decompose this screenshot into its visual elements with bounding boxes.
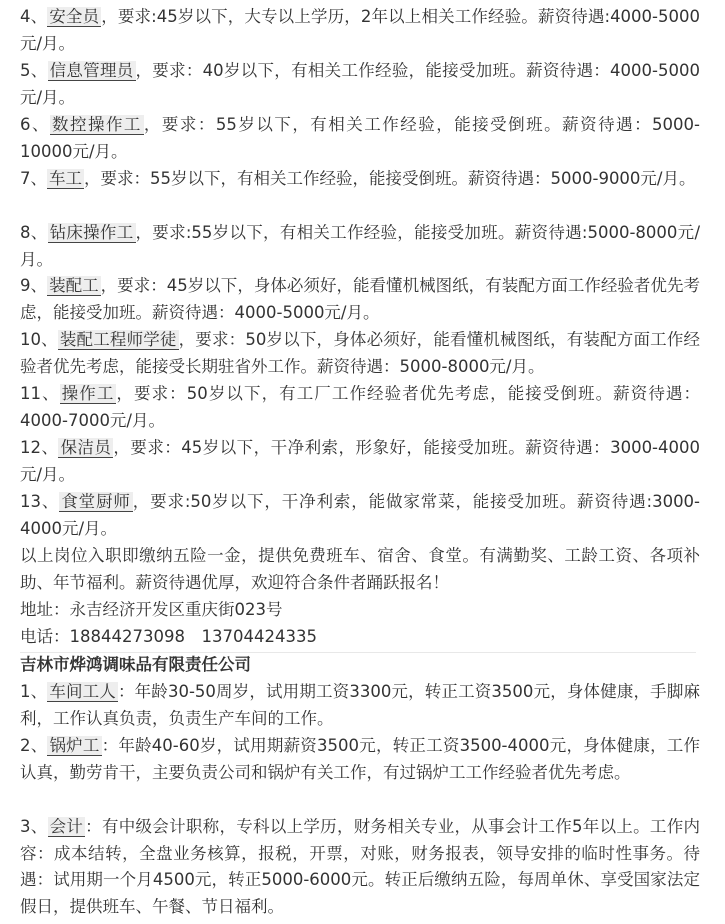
job-title-highlight: 装配工 — [49, 276, 99, 295]
job-title-highlight: 车间工人 — [49, 682, 116, 701]
benefits-text: 以上岗位入职即缴纳五险一金，提供免费班车、宿舍、食堂。有满勤奖、工龄工资、各项补助、年节福利。薪资待遇优厚，欢迎符合条件者踊跃报名！ — [20, 546, 700, 592]
job-title-highlight: 装配工程师学徒 — [59, 330, 177, 349]
job-item: 5、 信息管理员 ，要求：40岁以下，有相关工作经验，能接受加班。薪资待遇：4000-5000元/月。 — [20, 61, 700, 107]
job-title-highlight: 车工 — [49, 169, 82, 188]
job-item: 1、 车间工人 ：年龄30-50周岁，试用期工资3300元，转正工资3500元，身体健康，手脚麻利，工作认真负责，负责生产车间的工作。 — [20, 682, 701, 728]
job-item: 4、 安全员 ，要求:45岁以下，大专以上学历，2年以上相关工作经验。薪资待遇:4000-5000元/月。 — [20, 7, 700, 53]
company-name: 吉林市烨鸿调味品有限责任公司 — [20, 655, 251, 674]
job-item: 11、 操作工 ，要求：50岁以下，有工厂工作经验者优先考虑，能接受倒班。薪资待遇：4000-7000元/月。 — [20, 384, 701, 430]
job-item: 2、 锅炉工 ：年龄40-60岁，试用期薪资3500元，转正工资3500-4000元，身体健康，工作认真，勤劳肯干，主要负责公司和锅炉有关工作，有过锅炉工工作经验者优先考虑。 — [20, 736, 701, 782]
job-title-highlight: 保洁员 — [60, 438, 112, 457]
job-item: 8、 钻床操作工 ，要求:55岁以下，有相关工作经验，能接受加班。薪资待遇:5000-8000元/月。 — [20, 223, 701, 269]
job-item: 13、 食堂厨师 ，要求:50岁以下，干净利索，能做家常菜，能接受加班。薪资待遇:3000-4000元/月。 — [20, 492, 701, 538]
job-title-highlight: 锅炉工 — [49, 736, 100, 755]
job-item: 9、 装配工 ，要求：45岁以下，身体必须好，能看懂机械图纸，有装配方面工作经验者优先考虑，能接受加班。薪资待遇：4000-5000元/月。 — [20, 276, 701, 322]
job-title-highlight: 会计 — [49, 817, 84, 836]
job-item: 6、 数控操作工 ，要求：55岁以下，有相关工作经验，能接受倒班。薪资待遇：5000-10000元/月。 — [20, 115, 701, 161]
job-item: 7、 车工 ，要求：55岁以下，有相关工作经验，能接受倒班。薪资待遇：5000-9000元/月。 — [20, 169, 696, 188]
job-title-highlight: 钻床操作工 — [49, 223, 134, 242]
job-title-highlight: 数控操作工 — [51, 115, 142, 134]
job-item: 10、 装配工程师学徒 ，要求：50岁以下，身体必须好，能看懂机械图纸，有装配方面工作经验者优先考虑，能接受长期驻省外工作。薪资待遇：5000-8000元/月。 — [20, 330, 701, 376]
job-item: 3、 会计 ：有中级会计职称，专科以上学历，财务相关专业，从事会计工作5年以上。工作内容：成本结转，全盘业务核算，报税，开票，对账，财务报表，领导安排的临时性事务。待遇：试用期一个月4500元，转正5000-6000元。转正后缴纳五险，每周单休、享受国家法定假日，提供班车、午餐、节日福利。 — [20, 817, 701, 917]
job-title-highlight: 信息管理员 — [49, 61, 134, 80]
job-item: 12、 保洁员 ，要求：45岁以下，干净利索，形象好，能接受加班。薪资待遇：3000-4000元/月。 — [20, 438, 701, 484]
address-text: 地址：永吉经济开发区重庆街023号 — [20, 600, 283, 619]
job-title-highlight: 食堂厨师 — [61, 492, 131, 511]
phone-text: 电话：18844273098 13704424335 — [20, 627, 317, 646]
job-title-highlight: 操作工 — [61, 384, 115, 403]
job-title-highlight: 安全员 — [49, 7, 100, 26]
